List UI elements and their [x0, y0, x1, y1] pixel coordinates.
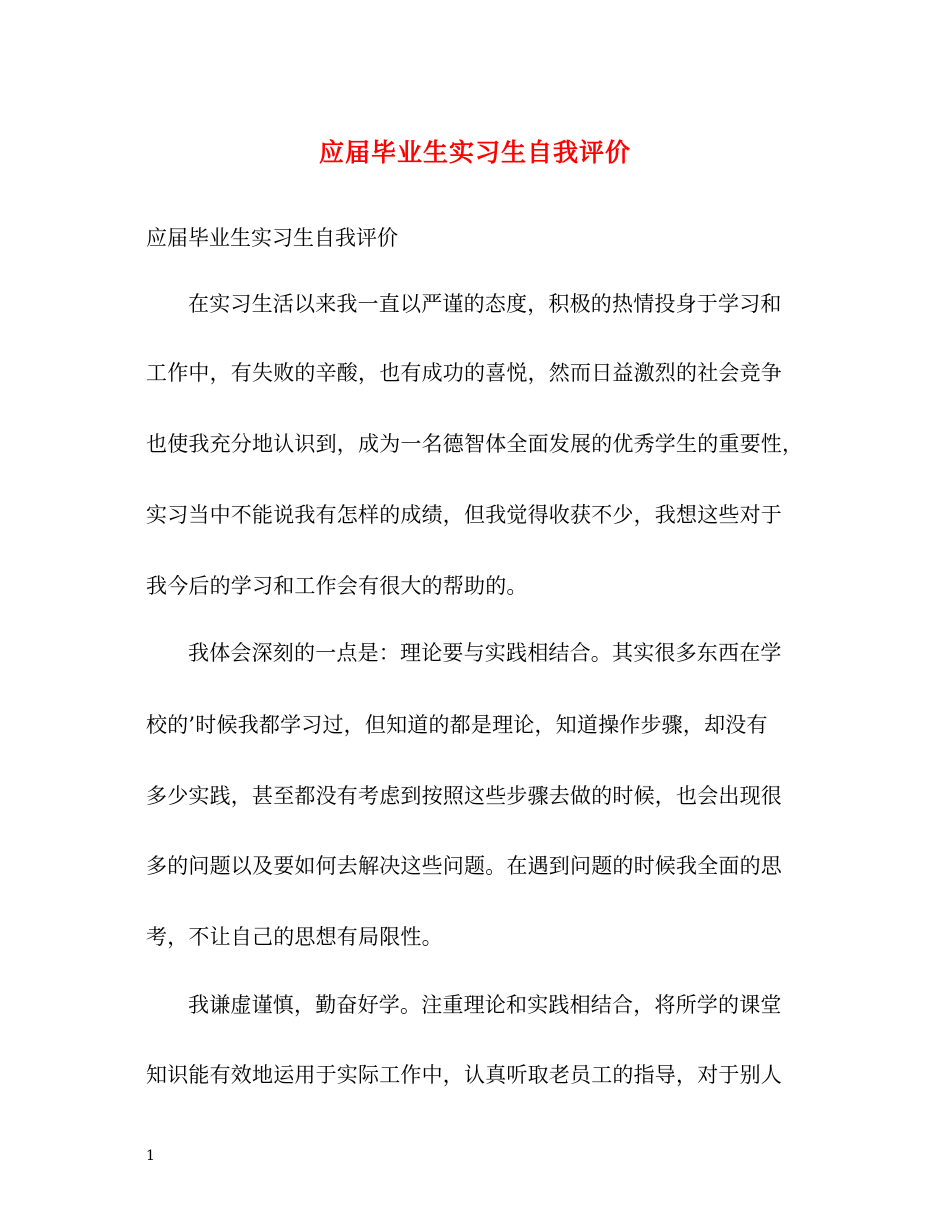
page-number: 1	[146, 1148, 155, 1164]
paragraph-line: 校的’时候我都学习过，但知道的都是理论，知道操作步骤，却没有	[146, 713, 768, 737]
document-subtitle: 应届毕业生实习生自我评价	[146, 226, 398, 250]
paragraph-line: 也使我充分地认识到，成为一名德智体全面发展的优秀学生的重要性，	[146, 432, 804, 456]
document-title: 应届毕业生实习生自我评价	[318, 138, 631, 167]
paragraph-line: 工作中，有失败的辛酸，也有成功的喜悦，然而日益激烈的社会竞争	[146, 361, 782, 385]
paragraph-line: 在实习生活以来我一直以严谨的态度，积极的热情投身于学习和	[188, 292, 782, 316]
paragraph-line: 我谦虚谨慎，勤奋好学。注重理论和实践相结合，将所学的课堂	[188, 993, 782, 1017]
paragraph-line: 我体会深刻的一点是：理论要与实践相结合。其实很多东西在学	[188, 641, 782, 665]
paragraph-line: 多的问题以及要如何去解决这些问题。在遇到问题的时候我全面的思	[146, 854, 782, 878]
paragraph-line: 我今后的学习和工作会有很大的帮助的。	[146, 574, 528, 598]
paragraph-line: 知识能有效地运用于实际工作中，认真听取老员工的指导，对于别人	[146, 1063, 782, 1087]
paragraph-line: 考，不让自己的思想有局限性。	[146, 925, 443, 949]
paragraph-line: 多少实践，甚至都没有考虑到按照这些步骤去做的时候，也会出现很	[146, 784, 782, 808]
paragraph-line: 实习当中不能说我有怎样的成绩，但我觉得收获不少，我想这些对于	[146, 503, 782, 527]
